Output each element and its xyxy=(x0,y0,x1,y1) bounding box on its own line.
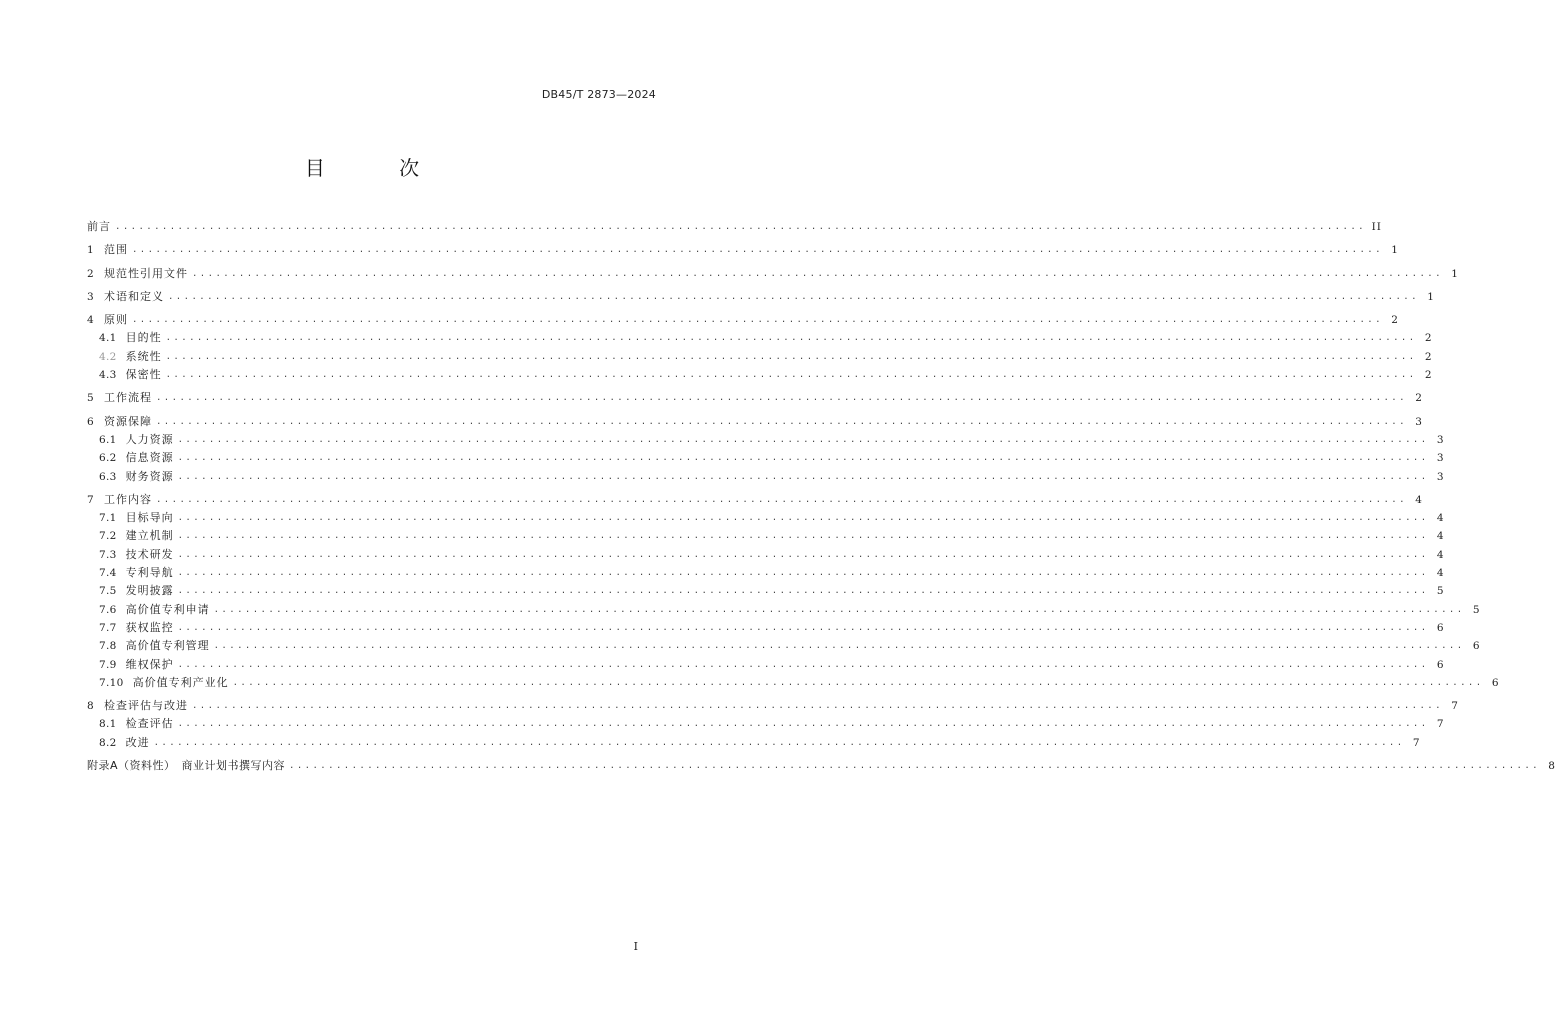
toc-entry-number: 7.6 xyxy=(99,603,117,616)
toc-dot-leader: ................................................................................................................................................................ xyxy=(177,471,1429,482)
toc-entry-title: 规范性引用文件 xyxy=(103,266,188,280)
toc-entry-page: 7 xyxy=(1436,718,1445,731)
toc-entry[interactable] xyxy=(87,509,1445,527)
toc-entry-number: 5 xyxy=(87,392,94,405)
toc-dot-leader: ................................................................................................................................................................ xyxy=(213,604,1465,615)
toc-dot-leader: ................................................................................................................................................................ xyxy=(232,677,1484,688)
toc-entry-title: 财务资源 xyxy=(125,469,174,483)
toc-entry-number: 7.5 xyxy=(99,585,117,598)
toc-entry[interactable] xyxy=(87,241,1399,259)
toc-entry[interactable] xyxy=(87,734,1421,752)
toc-entry-title: 高价值专利产业化 xyxy=(132,675,229,689)
toc-entry-page: 3 xyxy=(1436,470,1445,483)
toc-entry-title: 高价值专利申请 xyxy=(125,602,210,616)
toc-entry-number: 4.2 xyxy=(99,350,117,363)
toc-entry-title: 资源保障 xyxy=(103,414,152,428)
toc-entry-number: 7.3 xyxy=(99,548,117,561)
toc-entry-page: 4 xyxy=(1415,493,1423,506)
toc-entry[interactable] xyxy=(87,288,1435,306)
toc-dot-leader: ................................................................................................................................................................ xyxy=(177,568,1429,579)
page-number: I xyxy=(633,940,638,953)
toc-entry-page: 2 xyxy=(1424,332,1433,345)
toc-entry[interactable] xyxy=(87,564,1445,582)
toc-entry-title: 目标导向 xyxy=(125,511,174,525)
toc-entry[interactable] xyxy=(87,329,1433,347)
toc-entry-title: 附录A（资料性） 商业计划书撰写内容 xyxy=(87,759,286,773)
toc-dot-leader: ................................................................................................................................................................ xyxy=(165,370,1417,381)
toc-entry-title: 改进 xyxy=(125,735,150,749)
toc-entry-number: 4.3 xyxy=(99,369,117,382)
toc-entry[interactable] xyxy=(87,619,1445,637)
toc-entry[interactable] xyxy=(87,546,1445,564)
toc-dot-leader: ................................................................................................................................................................ xyxy=(191,268,1443,279)
toc-entry-page: 4 xyxy=(1436,512,1445,525)
toc-dot-leader: ................................................................................................................................................................ xyxy=(191,701,1443,712)
toc-entry-page: 4 xyxy=(1436,548,1445,561)
table-of-contents xyxy=(87,218,1556,775)
toc-entry-number: 1 xyxy=(87,244,94,257)
toc-entry-page: 6 xyxy=(1491,676,1500,689)
toc-entry-number: 7.10 xyxy=(99,676,124,689)
toc-entry-page: 6 xyxy=(1472,640,1481,653)
toc-entry-title: 建立机制 xyxy=(125,529,174,543)
toc-entry-title: 系统性 xyxy=(125,349,162,363)
toc-dot-leader: ................................................................................................................................................................ xyxy=(131,315,1383,326)
toc-entry-title: 信息资源 xyxy=(125,451,174,465)
toc-entry-title: 检查评估与改进 xyxy=(103,699,188,713)
toc-dot-leader: ................................................................................................................................................................ xyxy=(177,622,1429,633)
toc-entry-title: 获权监控 xyxy=(125,620,174,634)
toc-entry[interactable] xyxy=(87,389,1423,407)
toc-entry-number: 7.9 xyxy=(99,658,117,671)
toc-dot-leader: ................................................................................................................................................................ xyxy=(155,494,1407,505)
toc-entry-title: 检查评估 xyxy=(125,717,174,731)
toc-entry-title: 保密性 xyxy=(125,368,162,382)
toc-dot-leader: ................................................................................................................................................................ xyxy=(177,659,1429,670)
toc-entry-number: 6.3 xyxy=(99,470,117,483)
toc-dot-leader: ................................................................................................................................................................ xyxy=(177,513,1429,524)
toc-entry-number: 8 xyxy=(87,700,94,713)
toc-entry[interactable] xyxy=(87,265,1459,283)
toc-dot-leader: ................................................................................................................................................................ xyxy=(131,245,1383,256)
toc-entry[interactable] xyxy=(87,366,1433,384)
toc-entry-page: 7 xyxy=(1412,736,1421,749)
toc-entry-page: 2 xyxy=(1391,314,1399,327)
toc-dot-leader: ................................................................................................................................................................ xyxy=(213,641,1465,652)
toc-entry-number: 7.2 xyxy=(99,530,117,543)
toc-entry-title: 发明披露 xyxy=(125,584,174,598)
toc-entry[interactable] xyxy=(87,697,1459,715)
toc-dot-leader: ................................................................................................................................................................ xyxy=(177,531,1429,542)
toc-dot-leader: ................................................................................................................................................................ xyxy=(115,222,1366,232)
toc-entry[interactable] xyxy=(87,348,1433,366)
toc-entry[interactable] xyxy=(87,491,1423,509)
toc-dot-leader: ................................................................................................................................................................ xyxy=(177,434,1429,445)
toc-entry-number: 3 xyxy=(87,290,94,303)
toc-entry-title: 高价值专利管理 xyxy=(125,639,210,653)
toc-entry[interactable] xyxy=(87,656,1445,674)
toc-entry-page: 2 xyxy=(1424,350,1433,363)
toc-dot-leader: ................................................................................................................................................................ xyxy=(165,333,1417,344)
toc-entry-title: 专利导航 xyxy=(125,566,174,580)
toc-entry[interactable] xyxy=(87,757,1556,775)
toc-entry-number: 6 xyxy=(87,415,94,428)
toc-entry-title: 人力资源 xyxy=(125,432,174,446)
toc-entry-page: 1 xyxy=(1451,267,1459,280)
toc-entry-page: 3 xyxy=(1415,415,1423,428)
toc-entry-page: 2 xyxy=(1415,392,1423,405)
toc-entry-number: 7 xyxy=(87,493,94,506)
toc-entry-title: 原则 xyxy=(103,313,128,327)
toc-entry-title: 前言 xyxy=(87,220,111,233)
toc-entry[interactable] xyxy=(87,468,1445,486)
toc-entry-title: 工作流程 xyxy=(103,391,152,405)
toc-entry-number: 6.1 xyxy=(99,433,117,446)
toc-dot-leader: ................................................................................................................................................................ xyxy=(153,737,1405,748)
toc-dot-leader: ................................................................................................................................................................ xyxy=(155,416,1407,427)
toc-entry-number: 7.4 xyxy=(99,567,117,580)
toc-entry[interactable] xyxy=(87,311,1399,329)
toc-entry-number: 2 xyxy=(87,267,94,280)
toc-entry-page: 1 xyxy=(1427,290,1435,303)
toc-entry[interactable] xyxy=(87,449,1445,467)
toc-entry-title: 工作内容 xyxy=(103,492,152,506)
toc-entry-page: 6 xyxy=(1436,621,1445,634)
toc-entry-title: 维权保护 xyxy=(125,657,174,671)
toc-entry-number: 4.1 xyxy=(99,332,117,345)
toc-entry-page: 4 xyxy=(1436,530,1445,543)
toc-entry-title: 范围 xyxy=(103,243,128,257)
toc-entry-page: 7 xyxy=(1451,700,1459,713)
toc-dot-leader: ................................................................................................................................................................ xyxy=(177,586,1429,597)
toc-entry-number: 6.2 xyxy=(99,452,117,465)
toc-entry-title: 术语和定义 xyxy=(103,289,164,303)
toc-entry[interactable] xyxy=(87,674,1500,692)
toc-dot-leader: ................................................................................................................................................................ xyxy=(289,761,1540,772)
toc-dot-leader: ................................................................................................................................................................ xyxy=(177,453,1429,464)
toc-entry-page: 6 xyxy=(1436,658,1445,671)
toc-title: 目 次 xyxy=(304,156,454,180)
toc-entry-page: 5 xyxy=(1436,585,1445,598)
toc-entry-page: 5 xyxy=(1472,603,1481,616)
toc-entry-page: 3 xyxy=(1436,433,1445,446)
toc-entry[interactable] xyxy=(87,218,1382,236)
toc-entry[interactable] xyxy=(87,582,1445,600)
toc-entry[interactable] xyxy=(87,715,1445,733)
toc-entry-number: 8.2 xyxy=(99,736,117,749)
toc-entry-title: 技术研发 xyxy=(125,547,174,561)
toc-entry[interactable] xyxy=(87,637,1481,655)
toc-entry-page: 3 xyxy=(1436,452,1445,465)
toc-entry[interactable] xyxy=(87,413,1423,431)
toc-entry-page: 8 xyxy=(1548,760,1556,773)
standard-code: DB45/T 2873—2024 xyxy=(541,88,656,101)
toc-dot-leader: ................................................................................................................................................................ xyxy=(177,549,1429,560)
toc-entry-number: 7.7 xyxy=(99,621,117,634)
toc-dot-leader: ................................................................................................................................................................ xyxy=(165,351,1417,362)
toc-entry[interactable] xyxy=(87,527,1445,545)
toc-dot-leader: ................................................................................................................................................................ xyxy=(177,719,1429,730)
toc-entry-number: 7.8 xyxy=(99,640,117,653)
toc-entry-page: II xyxy=(1371,221,1382,233)
toc-entry[interactable] xyxy=(87,431,1445,449)
toc-entry[interactable] xyxy=(87,601,1481,619)
toc-dot-leader: ................................................................................................................................................................ xyxy=(167,291,1419,302)
toc-entry-title: 目的性 xyxy=(125,331,162,345)
toc-dot-leader: ................................................................................................................................................................ xyxy=(155,393,1407,404)
toc-entry-number: 8.1 xyxy=(99,718,117,731)
toc-entry-page: 4 xyxy=(1436,567,1445,580)
toc-entry-number: 7.1 xyxy=(99,512,117,525)
toc-entry-number: 4 xyxy=(87,314,94,327)
toc-entry-page: 2 xyxy=(1424,369,1433,382)
toc-entry-page: 1 xyxy=(1391,244,1399,257)
